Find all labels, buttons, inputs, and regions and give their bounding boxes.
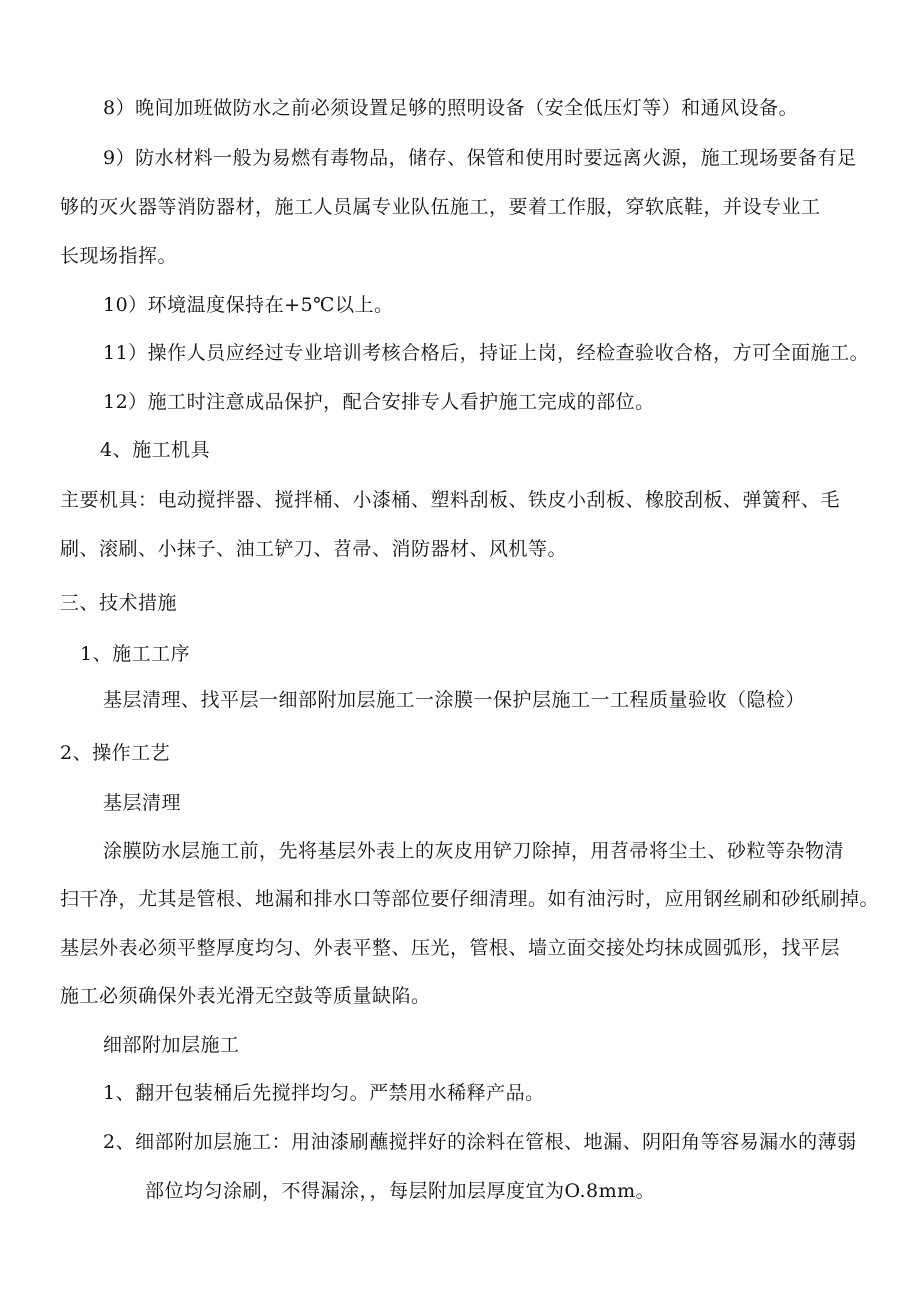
- paragraph-item-12: 12）施工时注意成品保护，配合安排专人看护施工完成的部位。: [103, 391, 655, 413]
- base-cleaning-line-3: 基层外表必须平整厚度均匀、外表平整、压光，管根、墙立面交接处均抹成圆弧形，找平层: [60, 937, 841, 959]
- subheading-detail-layer: 细部附加层施工: [103, 1034, 240, 1056]
- paragraph-item-11: 11）操作人员应经过专业培训考核合格后，持证上岗，经检查验收合格，方可全面施工。: [103, 342, 870, 364]
- chapter-heading-technical-measures: 三、技术措施: [60, 592, 178, 614]
- detail-layer-step-1: 1、翻开包装桶后先搅拌均匀。严禁用水稀释产品。: [103, 1082, 545, 1104]
- section-heading-operation: 2、操作工艺: [60, 742, 171, 764]
- section-heading-procedure: 1、施工工序: [80, 643, 191, 665]
- tools-list-line-2: 刷、滚刷、小抹子、油工铲刀、苕帚、消防器材、风机等。: [60, 538, 568, 560]
- paragraph-item-9-line-2: 够的灭火器等消防器材，施工人员属专业队伍施工，要着工作服，穿软底鞋，并设专业工: [60, 196, 821, 218]
- paragraph-item-8: 8）晚间加班做防水之前必须设置足够的照明设备（安全低压灯等）和通风设备。: [103, 97, 799, 119]
- base-cleaning-line-1: 涂膜防水层施工前，先将基层外表上的灰皮用铲刀除掉，用苕帚将尘土、砂粒等杂物清: [103, 840, 845, 862]
- procedure-sequence: 基层清理、找平层一细部附加层施工一涂膜一保护层施工一工程质量验收（隐检）: [103, 689, 806, 711]
- paragraph-item-9-line-3: 长现场指挥。: [60, 245, 178, 267]
- detail-layer-step-2-line-1: 2、细部附加层施工：用油漆刷蘸搅拌好的涂料在管根、地漏、阴阳角等容易漏水的薄弱: [103, 1131, 857, 1153]
- section-heading-tools: 4、施工机具: [100, 439, 211, 461]
- paragraph-item-10: 10）环境温度保持在+5℃以上。: [103, 294, 394, 316]
- tools-list-line-1: 主要机具：电动搅拌器、搅拌桶、小漆桶、塑料刮板、铁皮小刮板、橡胶刮板、弹簧秤、毛: [60, 489, 841, 511]
- paragraph-item-9-line-1: 9）防水材料一般为易燃有毒物品，储存、保管和使用时要远离火源，施工现场要备有足: [103, 147, 857, 169]
- subheading-base-cleaning: 基层清理: [103, 792, 182, 814]
- detail-layer-step-2-line-2: 部位均匀涂刷，不得漏涂，，每层附加层厚度宜为O.8mm。: [145, 1180, 656, 1202]
- base-cleaning-line-4: 施工必须确保外表光滑无空鼓等质量缺陷。: [60, 985, 431, 1007]
- base-cleaning-line-2: 扫干净，尤其是管根、地漏和排水口等部位要仔细清理。如有油污时，应用钢丝刷和砂纸刷掉。: [60, 888, 880, 910]
